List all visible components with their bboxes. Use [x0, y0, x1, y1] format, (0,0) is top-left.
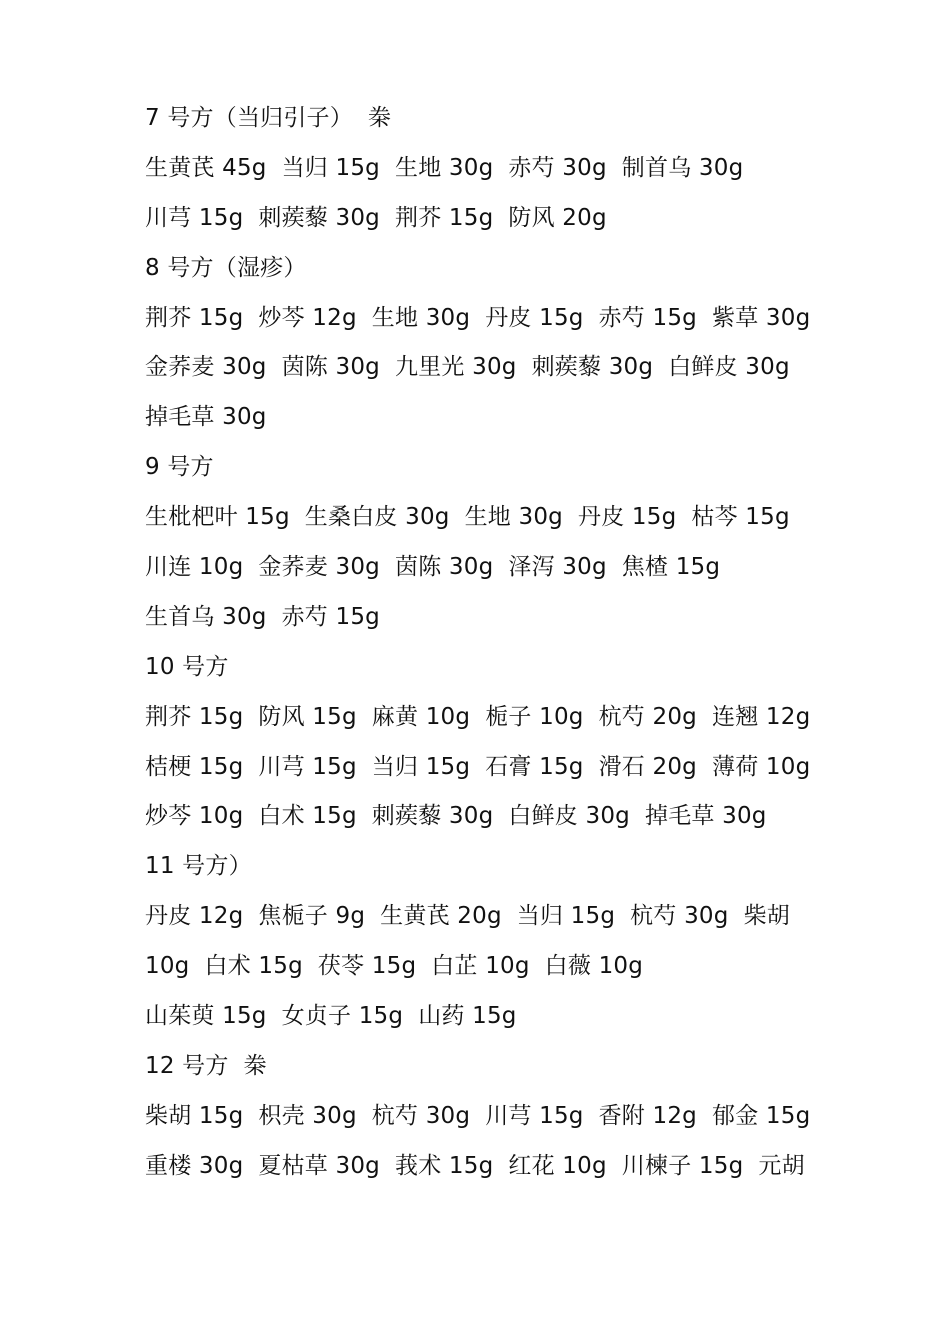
ingredient-line: 生黄芪 45g 当归 15g 生地 30g 赤芍 30g 制首乌 30g [145, 154, 744, 181]
heading-formula-12: 12 号方 桊 [145, 1052, 267, 1079]
ingredient-line: 川连 10g 金荞麦 30g 茵陈 30g 泽泻 30g 焦楂 15g [145, 554, 721, 581]
heading-formula-7: 7 号方（当归引子） 桊 [145, 105, 392, 131]
heading-formula-9: 9 号方 [145, 454, 214, 481]
ingredient-line: 荆芥 15g 炒芩 12g 生地 30g 丹皮 15g 赤芍 15g 紫草 30g [145, 304, 811, 331]
ingredient-line: 生枇杷叶 15g 生桑白皮 30g 生地 30g 丹皮 15g 枯芩 15g [145, 504, 790, 531]
ingredient-line: 山茱萸 15g 女贞子 15g 山药 15g [145, 1003, 517, 1030]
ingredient-line: 掉毛草 30g [145, 404, 267, 431]
ingredient-line: 金荞麦 30g 茵陈 30g 九里光 30g 刺蒺藜 30g 白鲜皮 30g [145, 354, 790, 381]
ingredient-line: 重楼 30g 夏枯草 30g 莪术 15g 红花 10g 川楝子 15g 元胡 [145, 1152, 805, 1179]
ingredient-line: 生首乌 30g 赤芍 15g [145, 603, 380, 630]
prescription-text [145, 94, 825, 1192]
heading-formula-8: 8 号方（湿疹） [145, 254, 307, 281]
ingredient-line: 川芎 15g 刺蒺藜 30g 荆芥 15g 防风 20g [145, 204, 607, 231]
ingredient-line: 柴胡 15g 枳壳 30g 杭芍 30g 川芎 15g 香附 12g 郁金 15g [145, 1102, 811, 1129]
ingredient-line: 荆芥 15g 防风 15g 麻黄 10g 栀子 10g 杭芍 20g 连翘 12g [145, 703, 811, 730]
heading-formula-10: 10 号方 [145, 653, 229, 680]
ingredient-line: 10g 白术 15g 茯苓 15g 白芷 10g 白薇 10g [145, 953, 644, 980]
heading-formula-11: 11 号方） [145, 853, 252, 880]
ingredient-line: 炒芩 10g 白术 15g 刺蒺藜 30g 白鲜皮 30g 掉毛草 30g [145, 803, 767, 830]
ingredient-line: 丹皮 12g 焦栀子 9g 生黄芪 20g 当归 15g 杭芍 30g 柴胡 [145, 903, 790, 930]
ingredient-line: 桔梗 15g 川芎 15g 当归 15g 石膏 15g 滑石 20g 薄荷 10g [145, 753, 811, 780]
